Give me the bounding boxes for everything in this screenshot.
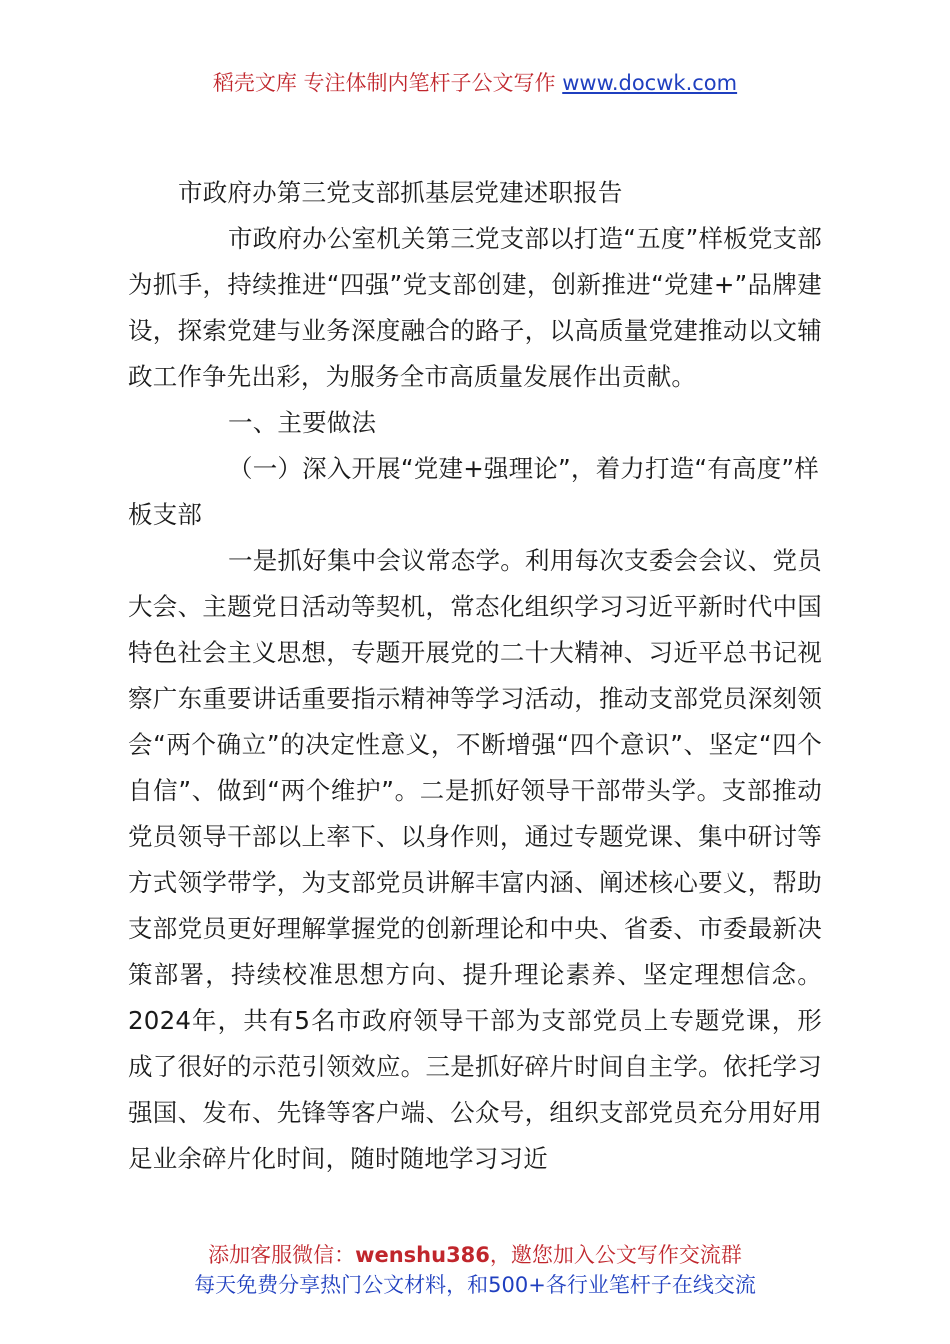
footer-contact-prefix: 添加客服微信：: [208, 1243, 356, 1267]
body-paragraph: 一是抓好集中会议常态学。利用每次支委会会议、党员大会、主题党日活动等契机，常态化组织学习习近平新时代中国特色社会主义思想，专题开展党的二十大精神、习近平总书记视察广东重要讲话重要指示精神等学习活动，推动支部党员深刻领会“两个确立”的决定性意义，不断增强“四个意识”、坚定“四个自信”、做到“两个维护”。二是抓好领导干部带头学。支部推动党员领导干部以上率下、以身作则，通过专题党课、集中研讨等方式领学带学，为支部党员讲解丰富内涵、阐述核心要义，帮助支部党员更好理解掌握党的创新理论和中央、省委、市委最新决策部署，持续校准思想方向、提升理论素养、坚定理想信念。2024年，共有5名市政府领导干部为支部党员上专题党课，形成了很好的示范引领效应。三是抓好碎片时间自主学。依托学习强国、发布、先锋等客户端、公众号，组织支部党员充分用好用足业余碎片化时间，随时随地学习习近: [128, 546, 822, 1173]
footer-contact-suffix: ，邀您加入公文写作交流群: [489, 1243, 742, 1267]
subsection-heading: （一）深入开展“党建+强理论”，着力打造“有高度”样板支部: [128, 454, 819, 529]
wechat-id: wenshu386: [355, 1243, 490, 1267]
document-title: 市政府办第三党支部抓基层党建述职报告: [178, 178, 623, 207]
header-banner: [0, 68, 950, 98]
footer-contact-line: [0, 1240, 950, 1270]
footer-banner: [0, 1240, 950, 1300]
intro-paragraph: 市政府办公室机关第三党支部以打造“五度”样板党支部为抓手，持续推进“四强”党支部创建，创新推进“党建+”品牌建设，探索党建与业务深度融合的路子，以高质量党建推动以文辅政工作争先出彩，为服务全市高质量发展作出贡献。: [128, 224, 822, 391]
document-body: [128, 170, 822, 1182]
brand-slogan: 稻壳文库 专注体制内笔杆子公文写作: [212, 71, 563, 95]
site-link[interactable]: www.docwk.com: [562, 71, 738, 95]
footer-promo-line: 每天免费分享热门公文材料，和500+各行业笔杆子在线交流: [194, 1273, 756, 1297]
section-heading: 一、主要做法: [228, 408, 377, 437]
